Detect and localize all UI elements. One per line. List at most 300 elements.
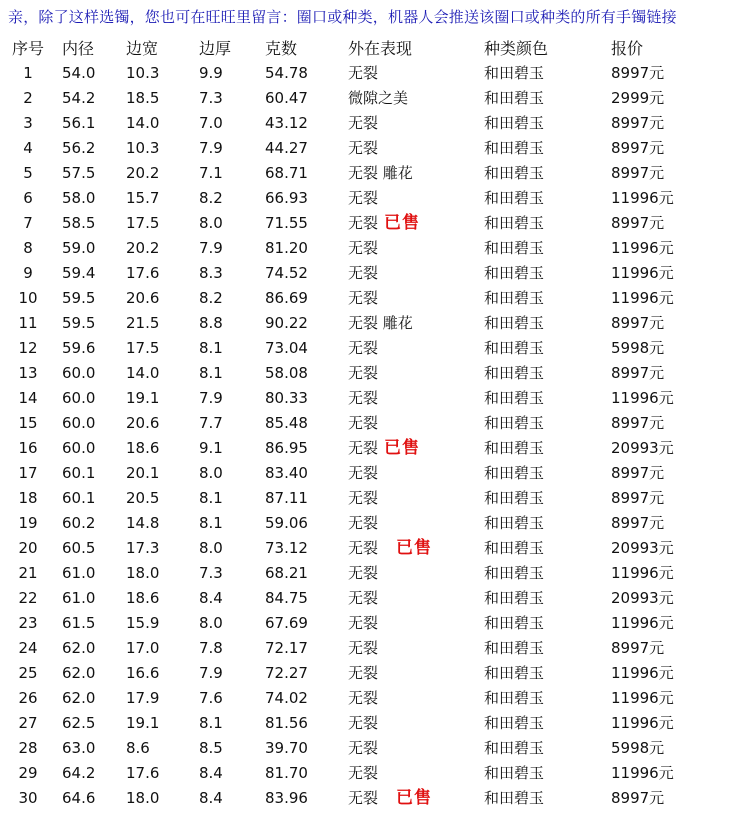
row-type-color: 和田碧玉: [484, 139, 545, 157]
row-grams: 54.78: [265, 64, 308, 82]
row-price: 11996元: [611, 564, 674, 582]
table-row: [0, 661, 751, 686]
row-type-color: 和田碧玉: [484, 489, 545, 507]
row-thickness: 8.1: [199, 714, 223, 732]
row-width: 20.2: [126, 239, 160, 257]
row-type-color: 和田碧玉: [484, 639, 545, 657]
row-grams: 39.70: [265, 739, 308, 757]
row-inner-diameter: 54.0: [62, 64, 96, 82]
row-grams: 85.48: [265, 414, 308, 432]
row-width: 14.8: [126, 514, 160, 532]
row-width: 20.1: [126, 464, 160, 482]
row-inner-diameter: 58.5: [62, 214, 96, 232]
row-price: 8997元: [611, 164, 665, 182]
row-inner-diameter: 59.0: [62, 239, 96, 257]
row-index: 24: [18, 639, 38, 657]
row-thickness: 8.2: [199, 189, 223, 207]
row-width: 21.5: [126, 314, 160, 332]
row-width: 16.6: [126, 664, 160, 682]
row-type-color: 和田碧玉: [484, 189, 545, 207]
row-type-color: 和田碧玉: [484, 214, 545, 232]
row-thickness: 7.9: [199, 239, 223, 257]
row-index: 14: [18, 389, 38, 407]
row-width: 17.3: [126, 539, 160, 557]
row-index: 29: [18, 764, 38, 782]
row-appearance: [348, 261, 378, 286]
row-appearance-text: 无裂: [348, 114, 379, 132]
row-appearance: [348, 511, 378, 536]
row-appearance: [348, 461, 378, 486]
row-price: 8997元: [611, 114, 665, 132]
row-index: 5: [23, 164, 33, 182]
row-inner-diameter: 62.0: [62, 664, 96, 682]
row-index: 7: [23, 214, 33, 232]
row-type-color: 和田碧玉: [484, 439, 545, 457]
table-row: [0, 161, 751, 186]
row-price: 11996元: [611, 264, 674, 282]
row-appearance: [348, 436, 420, 461]
row-type-color: 和田碧玉: [484, 689, 545, 707]
row-appearance-text: 无裂: [348, 789, 379, 807]
row-appearance: [348, 611, 378, 636]
row-appearance-text: 无裂: [348, 564, 379, 582]
row-thickness: 8.4: [199, 789, 223, 807]
row-width: 14.0: [126, 114, 160, 132]
table-body: [0, 61, 751, 811]
row-type-color: 和田碧玉: [484, 414, 545, 432]
row-thickness: 7.6: [199, 689, 223, 707]
row-index: 20: [18, 539, 38, 557]
sold-badge: 已售: [384, 213, 421, 233]
row-price: 8997元: [611, 414, 665, 432]
row-inner-diameter: 60.0: [62, 364, 96, 382]
row-price: 8997元: [611, 639, 665, 657]
row-inner-diameter: 60.1: [62, 489, 96, 507]
row-width: 17.0: [126, 639, 160, 657]
row-grams: 73.12: [265, 539, 308, 557]
table-row: [0, 511, 751, 536]
row-inner-diameter: 61.5: [62, 614, 96, 632]
row-thickness: 9.9: [199, 64, 223, 82]
row-inner-diameter: 61.0: [62, 564, 96, 582]
row-grams: 81.20: [265, 239, 308, 257]
row-inner-diameter: 62.0: [62, 689, 96, 707]
row-type-color: 和田碧玉: [484, 614, 545, 632]
row-thickness: 7.0: [199, 114, 223, 132]
row-appearance: [348, 161, 413, 186]
table-row: [0, 236, 751, 261]
row-inner-diameter: 62.5: [62, 714, 96, 732]
row-index: 19: [18, 514, 38, 532]
row-appearance-text: 无裂: [348, 539, 379, 557]
table-row: [0, 611, 751, 636]
row-thickness: 8.1: [199, 364, 223, 382]
table-row: [0, 286, 751, 311]
row-type-color: 和田碧玉: [484, 114, 545, 132]
table-row: [0, 461, 751, 486]
row-appearance-text: 无裂: [348, 289, 379, 307]
row-price: 8997元: [611, 364, 665, 382]
row-price: 11996元: [611, 614, 674, 632]
row-width: 10.3: [126, 139, 160, 157]
row-grams: 66.93: [265, 189, 308, 207]
row-thickness: 8.4: [199, 589, 223, 607]
row-width: 20.6: [126, 414, 160, 432]
row-price: 11996元: [611, 239, 674, 257]
row-index: 21: [18, 564, 38, 582]
row-type-color: 和田碧玉: [484, 339, 545, 357]
row-index: 6: [23, 189, 33, 207]
row-thickness: 7.9: [199, 389, 223, 407]
row-inner-diameter: 57.5: [62, 164, 96, 182]
row-appearance: [348, 786, 432, 811]
row-thickness: 8.1: [199, 514, 223, 532]
row-appearance-text: 无裂: [348, 489, 379, 507]
row-grams: 71.55: [265, 214, 308, 232]
row-type-color: 和田碧玉: [484, 514, 545, 532]
row-width: 20.6: [126, 289, 160, 307]
row-appearance-text: 无裂: [348, 764, 379, 782]
row-thickness: 8.0: [199, 614, 223, 632]
row-type-color: 和田碧玉: [484, 739, 545, 757]
row-grams: 73.04: [265, 339, 308, 357]
row-type-color: 和田碧玉: [484, 64, 545, 82]
row-inner-diameter: 54.2: [62, 89, 96, 107]
table-row: [0, 111, 751, 136]
row-index: 8: [23, 239, 33, 257]
row-price: 5998元: [611, 339, 665, 357]
row-price: 8997元: [611, 789, 665, 807]
row-index: 11: [18, 314, 38, 332]
row-grams: 90.22: [265, 314, 308, 332]
table-header-row: [0, 36, 751, 61]
row-inner-diameter: 61.0: [62, 589, 96, 607]
table-row: [0, 411, 751, 436]
row-appearance-text: 无裂: [348, 714, 379, 732]
row-width: 17.9: [126, 689, 160, 707]
row-thickness: 7.1: [199, 164, 223, 182]
row-inner-diameter: 59.4: [62, 264, 96, 282]
row-appearance: [348, 761, 378, 786]
row-appearance: [348, 111, 378, 136]
row-thickness: 8.4: [199, 764, 223, 782]
row-price: 8997元: [611, 514, 665, 532]
row-width: 14.0: [126, 364, 160, 382]
row-appearance-text: 无裂: [348, 139, 379, 157]
row-appearance-text: 无裂: [348, 389, 379, 407]
row-index: 2: [23, 89, 33, 107]
row-inner-diameter: 62.0: [62, 639, 96, 657]
row-grams: 87.11: [265, 489, 308, 507]
row-price: 8997元: [611, 139, 665, 157]
row-inner-diameter: 60.0: [62, 439, 96, 457]
table-row: [0, 561, 751, 586]
row-index: 28: [18, 739, 38, 757]
notice-banner: 亲，除了这样选镯，您也可在旺旺里留言：圈口或种类，机器人会推送该圈口或种类的所有手镯链接: [8, 8, 677, 26]
row-width: 8.6: [126, 739, 150, 757]
row-price: 11996元: [611, 664, 674, 682]
row-inner-diameter: 60.1: [62, 464, 96, 482]
row-width: 17.6: [126, 764, 160, 782]
row-grams: 68.21: [265, 564, 308, 582]
table-row: [0, 261, 751, 286]
row-thickness: 8.5: [199, 739, 223, 757]
table-row: [0, 536, 751, 561]
row-type-color: 和田碧玉: [484, 239, 545, 257]
row-grams: 44.27: [265, 139, 308, 157]
row-appearance-text: 无裂: [348, 739, 379, 757]
header-thickness: 边厚: [199, 39, 232, 58]
table-row: [0, 186, 751, 211]
row-grams: 83.40: [265, 464, 308, 482]
table-row: [0, 761, 751, 786]
row-grams: 86.69: [265, 289, 308, 307]
row-index: 17: [18, 464, 38, 482]
row-grams: 43.12: [265, 114, 308, 132]
row-type-color: 和田碧玉: [484, 289, 545, 307]
row-type-color: 和田碧玉: [484, 89, 545, 107]
row-width: 18.0: [126, 789, 160, 807]
row-grams: 60.47: [265, 89, 308, 107]
row-appearance: [348, 561, 378, 586]
row-width: 18.5: [126, 89, 160, 107]
row-appearance-text: 无裂: [348, 439, 379, 457]
row-appearance-text: 微隙之美: [348, 89, 409, 107]
row-appearance-text: 无裂: [348, 189, 379, 207]
row-appearance: [348, 736, 378, 761]
row-thickness: 7.9: [199, 139, 223, 157]
row-index: 26: [18, 689, 38, 707]
table-row: [0, 711, 751, 736]
row-width: 18.0: [126, 564, 160, 582]
row-index: 3: [23, 114, 33, 132]
row-type-color: 和田碧玉: [484, 314, 545, 332]
row-index: 15: [18, 414, 38, 432]
row-appearance: [348, 386, 378, 411]
row-price: 11996元: [611, 289, 674, 307]
row-thickness: 7.9: [199, 664, 223, 682]
row-price: 8997元: [611, 64, 665, 82]
row-appearance-text: 无裂: [348, 514, 379, 532]
row-appearance: [348, 586, 378, 611]
row-grams: 74.02: [265, 689, 308, 707]
row-index: 16: [18, 439, 38, 457]
row-thickness: 8.0: [199, 539, 223, 557]
table-row: [0, 736, 751, 761]
row-appearance: [348, 136, 378, 161]
row-inner-diameter: 63.0: [62, 739, 96, 757]
row-appearance: [348, 661, 378, 686]
table-row: [0, 311, 751, 336]
table-row: [0, 361, 751, 386]
row-type-color: 和田碧玉: [484, 714, 545, 732]
row-width: 20.5: [126, 489, 160, 507]
row-inner-diameter: 59.6: [62, 339, 96, 357]
row-appearance: [348, 636, 378, 661]
row-appearance-text: 无裂: [348, 689, 379, 707]
row-type-color: 和田碧玉: [484, 764, 545, 782]
header-index: 序号: [11, 39, 44, 58]
row-appearance-text: 无裂: [348, 239, 379, 257]
row-index: 12: [18, 339, 38, 357]
row-appearance: [348, 336, 378, 361]
header-type-color: 种类颜色: [484, 39, 549, 58]
row-grams: 58.08: [265, 364, 308, 382]
row-width: 17.5: [126, 214, 160, 232]
row-width: 18.6: [126, 439, 160, 457]
row-appearance-text: 无裂: [348, 364, 379, 382]
row-grams: 86.95: [265, 439, 308, 457]
row-price: 11996元: [611, 189, 674, 207]
header-inner-diameter: 内径: [62, 39, 95, 58]
row-appearance-text: 无裂: [348, 339, 379, 357]
row-appearance-text: 无裂: [348, 414, 379, 432]
row-appearance-text: 无裂: [348, 64, 379, 82]
row-grams: 72.17: [265, 639, 308, 657]
row-type-color: 和田碧玉: [484, 664, 545, 682]
table-row: [0, 211, 751, 236]
row-index: 30: [18, 789, 38, 807]
row-width: 15.9: [126, 614, 160, 632]
row-price: 11996元: [611, 689, 674, 707]
row-price: 11996元: [611, 764, 674, 782]
row-index: 9: [23, 264, 33, 282]
row-inner-diameter: 60.2: [62, 514, 96, 532]
table-row: [0, 586, 751, 611]
row-grams: 84.75: [265, 589, 308, 607]
row-index: 4: [23, 139, 33, 157]
row-thickness: 8.0: [199, 464, 223, 482]
row-width: 10.3: [126, 64, 160, 82]
row-appearance: [348, 536, 432, 561]
row-appearance: [348, 686, 378, 711]
sold-badge: 已售: [384, 438, 421, 458]
row-price: 8997元: [611, 314, 665, 332]
row-thickness: 8.8: [199, 314, 223, 332]
row-grams: 81.56: [265, 714, 308, 732]
row-appearance: [348, 86, 408, 111]
row-price: 8997元: [611, 214, 665, 232]
sold-badge: 已售: [396, 788, 433, 808]
row-grams: 72.27: [265, 664, 308, 682]
row-index: 1: [23, 64, 33, 82]
row-appearance: [348, 486, 378, 511]
row-appearance-text: 无裂: [348, 264, 379, 282]
table-row: [0, 386, 751, 411]
row-price: 8997元: [611, 464, 665, 482]
row-type-color: 和田碧玉: [484, 264, 545, 282]
sold-badge: 已售: [396, 538, 433, 558]
header-price: 报价: [611, 39, 644, 58]
row-width: 15.7: [126, 189, 160, 207]
row-grams: 74.52: [265, 264, 308, 282]
row-index: 25: [18, 664, 38, 682]
row-price: 20993元: [611, 439, 674, 457]
row-index: 18: [18, 489, 38, 507]
bangle-table: [0, 36, 751, 811]
row-index: 23: [18, 614, 38, 632]
row-index: 27: [18, 714, 38, 732]
row-appearance-text: 无裂 雕花: [348, 314, 413, 332]
row-price: 20993元: [611, 539, 674, 557]
table-row: [0, 486, 751, 511]
row-inner-diameter: 60.0: [62, 389, 96, 407]
row-width: 17.5: [126, 339, 160, 357]
row-thickness: 8.1: [199, 489, 223, 507]
row-width: 18.6: [126, 589, 160, 607]
row-thickness: 9.1: [199, 439, 223, 457]
row-type-color: 和田碧玉: [484, 539, 545, 557]
row-inner-diameter: 56.2: [62, 139, 96, 157]
row-type-color: 和田碧玉: [484, 389, 545, 407]
row-appearance: [348, 361, 378, 386]
row-thickness: 8.1: [199, 339, 223, 357]
row-type-color: 和田碧玉: [484, 564, 545, 582]
row-index: 22: [18, 589, 38, 607]
table-row: [0, 136, 751, 161]
row-type-color: 和田碧玉: [484, 164, 545, 182]
header-grams: 克数: [265, 39, 298, 58]
row-appearance-text: 无裂: [348, 464, 379, 482]
table-row: [0, 436, 751, 461]
row-appearance: [348, 61, 378, 86]
row-appearance-text: 无裂 雕花: [348, 164, 413, 182]
row-inner-diameter: 56.1: [62, 114, 96, 132]
row-price: 11996元: [611, 714, 674, 732]
row-appearance: [348, 186, 378, 211]
row-index: 10: [18, 289, 38, 307]
row-appearance: [348, 411, 378, 436]
row-thickness: 8.0: [199, 214, 223, 232]
row-price: 11996元: [611, 389, 674, 407]
row-grams: 68.71: [265, 164, 308, 182]
row-index: 13: [18, 364, 38, 382]
row-type-color: 和田碧玉: [484, 589, 545, 607]
row-appearance-text: 无裂: [348, 639, 379, 657]
header-width: 边宽: [126, 39, 159, 58]
row-thickness: 7.7: [199, 414, 223, 432]
row-type-color: 和田碧玉: [484, 464, 545, 482]
table-row: [0, 86, 751, 111]
row-grams: 67.69: [265, 614, 308, 632]
row-price: 20993元: [611, 589, 674, 607]
table-row: [0, 61, 751, 86]
row-appearance-text: 无裂: [348, 664, 379, 682]
row-appearance: [348, 311, 413, 336]
row-thickness: 8.3: [199, 264, 223, 282]
row-thickness: 8.2: [199, 289, 223, 307]
row-width: 17.6: [126, 264, 160, 282]
row-appearance-text: 无裂: [348, 614, 379, 632]
row-inner-diameter: 64.6: [62, 789, 96, 807]
row-inner-diameter: 60.0: [62, 414, 96, 432]
row-appearance: [348, 286, 378, 311]
row-type-color: 和田碧玉: [484, 364, 545, 382]
row-price: 2999元: [611, 89, 665, 107]
row-appearance: [348, 211, 420, 236]
row-grams: 81.70: [265, 764, 308, 782]
row-inner-diameter: 58.0: [62, 189, 96, 207]
row-price: 8997元: [611, 489, 665, 507]
row-price: 5998元: [611, 739, 665, 757]
row-width: 19.1: [126, 714, 160, 732]
row-inner-diameter: 64.2: [62, 764, 96, 782]
row-appearance-text: 无裂: [348, 214, 379, 232]
row-grams: 80.33: [265, 389, 308, 407]
row-appearance: [348, 236, 378, 261]
row-inner-diameter: 60.5: [62, 539, 96, 557]
row-type-color: 和田碧玉: [484, 789, 545, 807]
